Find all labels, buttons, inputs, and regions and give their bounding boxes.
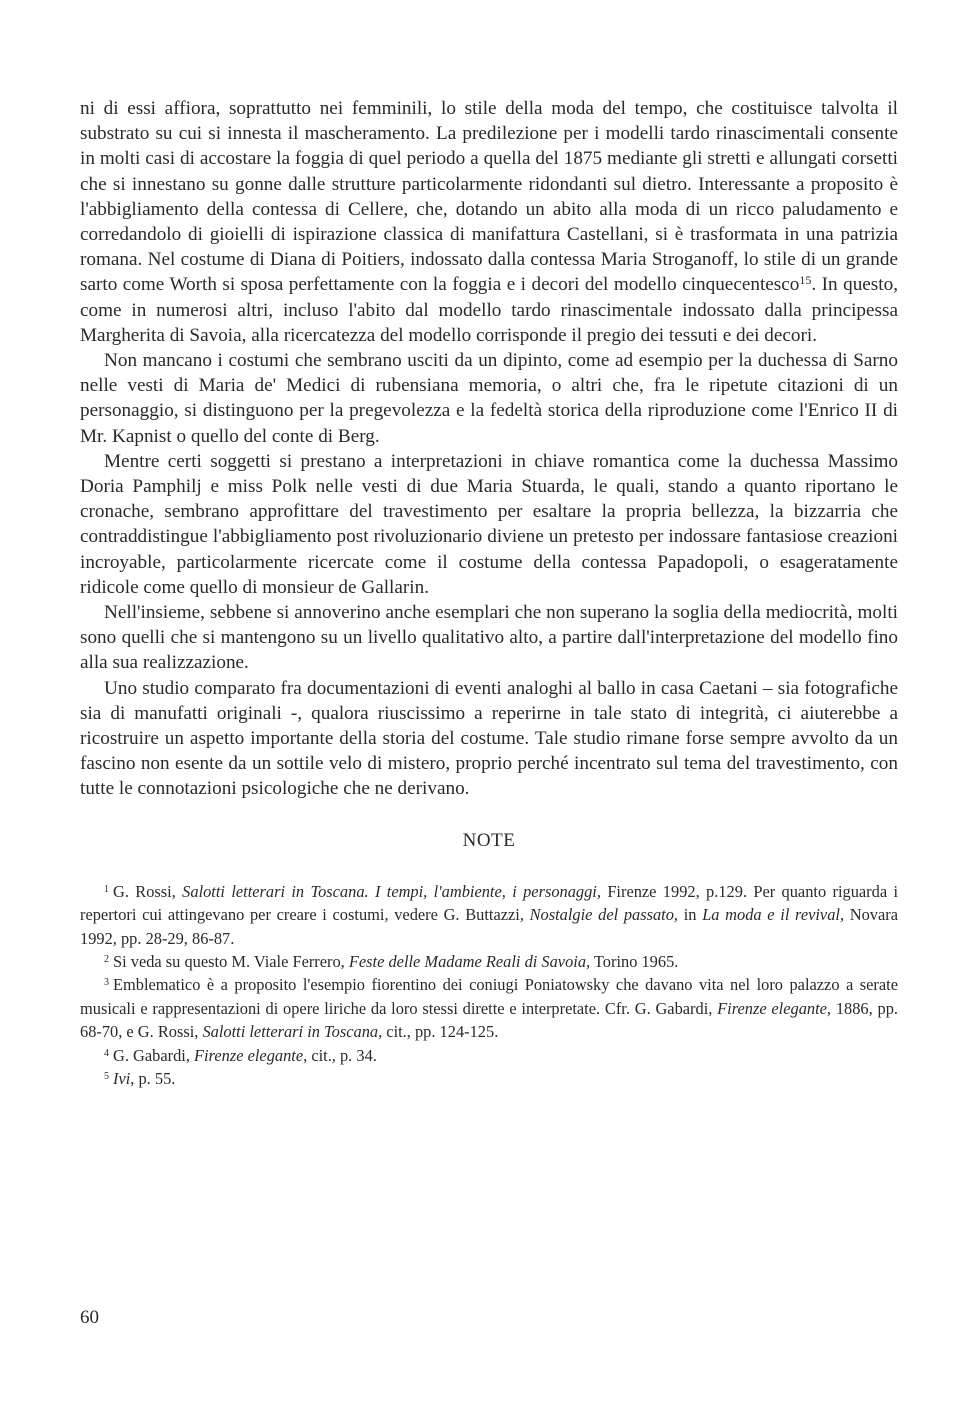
note-text: Novara 1992, pp. 28-29, 86-87. (80, 905, 898, 948)
note-text: cit., pp. 124-125. (382, 1022, 499, 1042)
note-text: Firenze 1992, p.129. Per quanto riguarda i repertori cui attingevano per creare i costumi, vedere G. Buttazzi, (80, 881, 899, 925)
note-number: 5 (104, 1070, 109, 1082)
note-1 (80, 880, 898, 950)
note-text: Emblematico è a proposito l'esempio fiorentino dei coniugi Poniatowsky che davano vita nel loro palazzo a serate musicali e rappresentazioni di opere liriche da loro stessi dirette e interpretate. Cfr. G. Gabardi, (80, 975, 898, 1018)
note-italic: Nostalgie del passato, (529, 905, 679, 925)
note-text: in (678, 905, 703, 925)
note-text: G. Gabardi, (113, 1045, 195, 1065)
notes-heading: NOTE (462, 829, 516, 851)
note-italic: Firenze elegante, (194, 1045, 308, 1065)
note-italic: Salotti letterari in Toscana, (202, 1022, 383, 1042)
note-text: Si veda su questo M. Viale Ferrero, (113, 951, 349, 971)
note-italic: Feste delle Madame Reali di Savoia, (348, 951, 591, 971)
paragraph-4: Nell'insieme, sebbene si annoverino anche esemplari che non superano la soglia della mediocrità, molti sono quelli che si mantengono su un livello qualitativo alto, a partire dall'interpretazione del modello fino alla sua realizzazione. (80, 602, 898, 674)
note-text: p. 55. (134, 1068, 176, 1088)
note-text: Torino 1965. (590, 951, 679, 971)
page-number: 60 (80, 1307, 99, 1328)
footnote-ref-15: 15 (799, 273, 812, 288)
page (80, 96, 898, 1396)
note-italic: La moda e il revival, (702, 905, 845, 925)
paragraph-2: Non mancano i costumi che sembrano usciti da un dipinto, come ad esempio per la duchessa di Sarno nelle vesti di Maria de' Medici di rubensiana memoria, o altri che, fra le ripetute citazioni di un personaggio, si distinguono per la pregevolezza e la fedeltà storica della riproduzione come l'Enrico II di Mr. Kapnist o quello del conte di Berg. (80, 350, 898, 447)
note-5 (80, 1067, 898, 1090)
note-number: 3 (104, 977, 109, 989)
paragraph-3: Mentre certi soggetti si prestano a interpretazioni in chiave romantica come la duchessa Massimo Doria Pamphilj e miss Polk nelle vesti di due Maria Stuarda, le quali, stando a quanto riportano le cronache, sembrano approfittare del travestimento per esaltare la propria bellezza, la bizzarria che contraddistingue l'abbigliamento post rivoluzionario diviene un pretesto per indossare fantasiose creazioni incroyable, particolarmente ricercate come il costume della contessa Papadopoli, o esageratamente ridicole come quello di monsieur de Gallarin. (80, 450, 898, 598)
paragraph-1-tail: . In questo, come in numerosi altri, incluso l'abito dal modello tardo rinascimentale indossato dalla principessa Margherita di Savoia, alla ricercatezza del modello corrisponde il pregio dei tessuti e dei decori. (80, 274, 898, 346)
note-text: G. Rossi, (113, 881, 183, 901)
note-italic: Ivi, (113, 1068, 135, 1088)
note-2 (80, 950, 898, 973)
note-number: 4 (104, 1047, 109, 1059)
note-italic: Firenze elegante, (717, 998, 832, 1018)
note-text: 1886, pp. 68-70, e G. Rossi, (80, 998, 898, 1042)
paragraph-1 (80, 96, 898, 348)
note-number: 2 (104, 953, 109, 965)
paragraph-1-text: ni di essi affiora, soprattutto nei femminili, lo stile della moda del tempo, che costituisce talvolta il substrato su cui si innesta il mascheramento. La predilezione per i modelli tardo rinascimentali consente in molti casi di accostare la foggia di quel periodo a quella del 1875 mediante gli stretti e allungati corsetti che si innestano su gonne dalle strutture particolarmente ridondanti sul dietro. Interessante a proposito è l'abbigliamento della contessa di Cellere, che, dotando un abito alla moda di un ricco paludamento e corredandolo di gioielli di ispirazione classica di manifattura Castellani, si è trasformata in una patrizia romana. Nel costume di Diana di Poitiers, indossato dalla contessa Maria Stroganoff, lo stile di un grande sarto come Worth si sposa perfettamente con la foggia e i decori del modello cinquecentesco (80, 98, 898, 296)
note-italic: Salotti letterari in Toscana. I tempi, l'ambiente, i personaggi, (182, 881, 601, 901)
note-3 (80, 973, 898, 1043)
note-number: 1 (104, 883, 109, 895)
note-4 (80, 1044, 898, 1067)
note-text: cit., p. 34. (307, 1045, 377, 1065)
paragraph-5: Uno studio comparato fra documentazioni di eventi analoghi al ballo in casa Caetani – sia fotografiche sia di manufatti originali -, qualora riuscissimo a reperirne in tale stato di integrità, ci aiuterebbe a ricostruire un aspetto importante della storia del costume. Tale studio rimane forse sempre avvolto da un fascino non esente da un sottile velo di mistero, proprio perché incentrato sul tema del travestimento, con tutte le connotazioni psicologiche che ne derivano. (80, 677, 898, 800)
